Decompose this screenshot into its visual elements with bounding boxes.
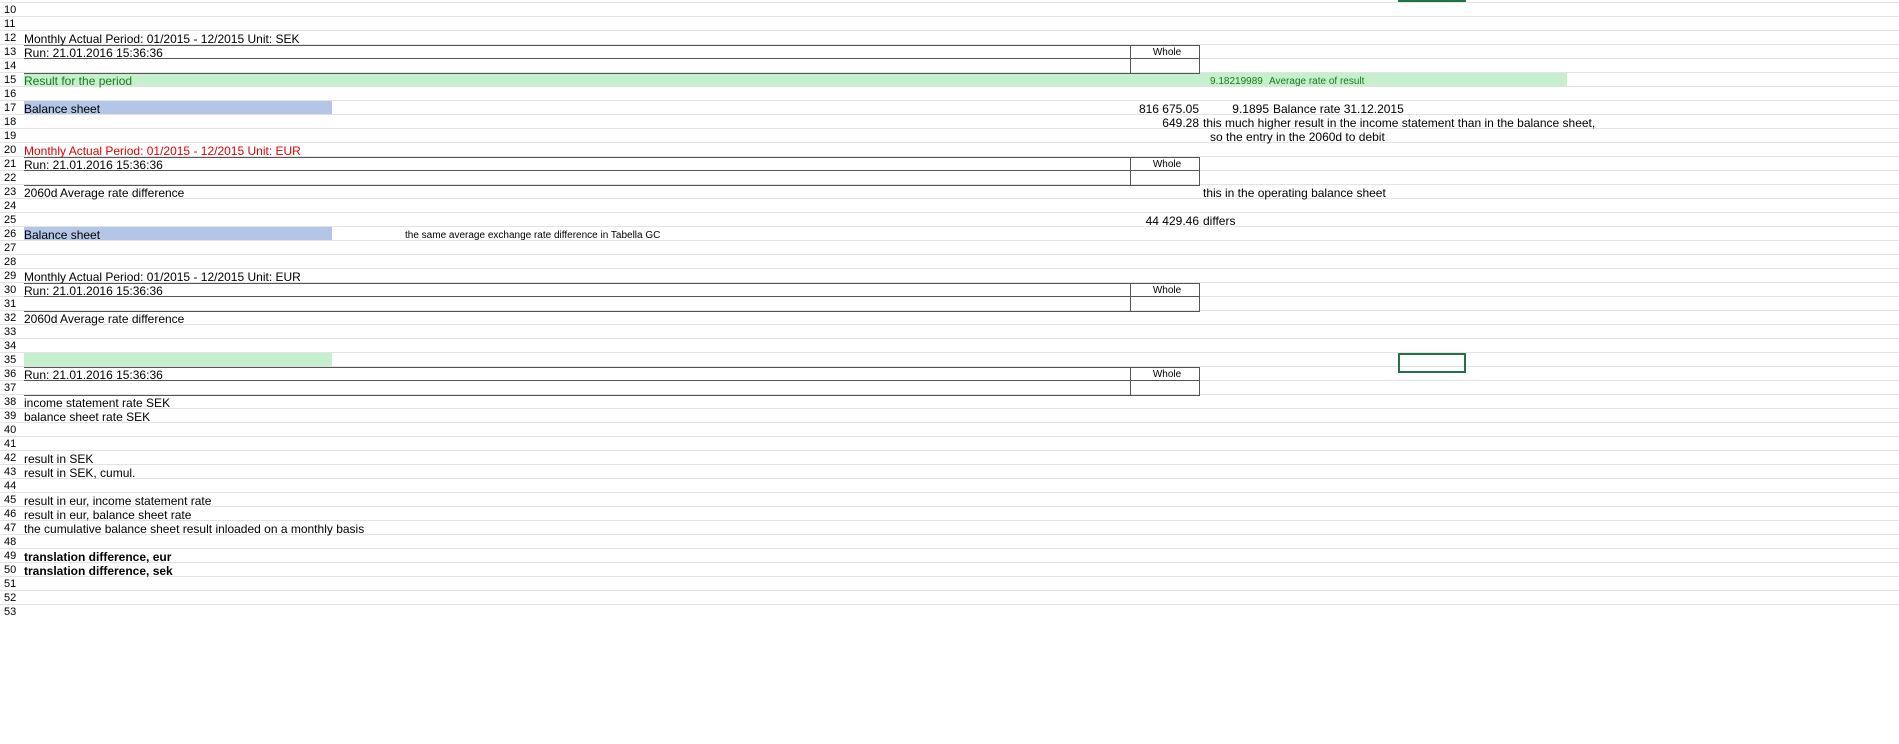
s2-header-bottom-line <box>24 185 1200 186</box>
average-rate-note: Average rate of result <box>1269 76 1365 87</box>
row-header[interactable]: 45 <box>4 494 17 506</box>
s4-row-label: income statement rate SEK <box>24 396 171 410</box>
r25-value: 44 429.46 <box>1145 214 1199 228</box>
row-header[interactable]: 11 <box>4 18 16 30</box>
s2-whole-year-left-line <box>1130 157 1131 185</box>
row-header[interactable]: 39 <box>4 410 17 422</box>
r18-note: this much higher result in the income statement than in the balance sheet, <box>1203 116 1596 130</box>
r25-note: differs <box>1203 214 1236 228</box>
section1-title: Monthly Actual Period: 01/2015 - 12/2015 Unit: SEK <box>24 32 300 46</box>
row-gridline <box>0 114 1899 115</box>
row-header[interactable]: 46 <box>4 508 17 520</box>
section1-run: Run: 21.01.2016 15:36:36 <box>24 46 163 60</box>
row-header[interactable]: 37 <box>4 382 17 394</box>
row-gridline <box>0 254 1899 255</box>
row-header[interactable]: 23 <box>4 186 17 198</box>
s3-whole-year-left-line <box>1130 283 1131 311</box>
section2-run: Run: 21.01.2016 15:36:36 <box>24 158 163 172</box>
row-gridline <box>0 576 1899 577</box>
row-gridline <box>0 198 1899 199</box>
s4-header-bottom-line <box>24 395 1200 396</box>
row-header[interactable]: 25 <box>4 214 17 226</box>
row-header[interactable]: 28 <box>4 256 17 268</box>
row-header[interactable]: 14 <box>4 60 17 72</box>
row35-highlight <box>24 353 332 367</box>
s2-whole-year-right-line <box>1199 157 1200 185</box>
row-gridline <box>0 590 1899 591</box>
s2-header-top-line <box>24 157 1200 158</box>
row-header[interactable]: 52 <box>4 592 17 604</box>
row-gridline <box>0 352 1899 353</box>
row-header[interactable]: 42 <box>4 452 17 464</box>
row-header[interactable]: 21 <box>4 158 17 170</box>
row-header[interactable]: 48 <box>4 536 17 548</box>
s1-header-bottom-line <box>24 73 1200 74</box>
row-header[interactable]: 30 <box>4 284 17 296</box>
s4-row-label: translation difference, eur <box>24 550 172 564</box>
s2-col-header: Whole <box>1152 159 1182 170</box>
r23-note: this in the operating balance sheet <box>1203 186 1386 200</box>
row-header[interactable]: 50 <box>4 564 17 576</box>
row-header[interactable]: 17 <box>4 102 17 114</box>
row-header[interactable]: 15 <box>4 74 17 86</box>
s3-header-mid-line <box>24 296 1200 297</box>
s3-col-header: Whole <box>1152 285 1182 296</box>
s3-header-bottom-line <box>24 311 1200 312</box>
row-header[interactable]: 36 <box>4 368 17 380</box>
row-header[interactable]: 38 <box>4 396 17 408</box>
row-header[interactable]: 53 <box>4 606 17 618</box>
row-header[interactable]: 18 <box>4 116 17 128</box>
row-gridline <box>0 562 1899 563</box>
row-gridline <box>0 478 1899 479</box>
result-for-period-label: Result for the period <box>24 74 133 88</box>
row-gridline <box>0 422 1899 423</box>
average-rate-value: 9.18219989 <box>1210 76 1263 87</box>
row-gridline <box>0 492 1899 493</box>
section2-title: Monthly Actual Period: 01/2015 - 12/2015 Unit: EUR <box>24 144 301 158</box>
section3-title: Monthly Actual Period: 01/2015 - 12/2015 Unit: EUR <box>24 270 301 284</box>
row-gridline <box>0 324 1899 325</box>
r19-note: so the entry in the 2060d to debit <box>1210 130 1385 144</box>
row-gridline <box>0 548 1899 549</box>
row-header[interactable]: 27 <box>4 242 17 254</box>
row-gridline <box>0 16 1899 17</box>
row-header[interactable]: 20 <box>4 144 17 156</box>
row-header[interactable]: 26 <box>4 228 17 240</box>
s4-row-label: the cumulative balance sheet result inloaded on a monthly basis <box>24 522 365 536</box>
s4-whole-year-right-line <box>1199 367 1200 395</box>
row-gridline <box>0 604 1899 605</box>
r17-note: Balance rate 31.12.2015 <box>1273 102 1404 116</box>
s1-col-header: Whole <box>1152 47 1182 58</box>
balance-sheet-label: Balance sheet <box>24 102 101 116</box>
row-gridline <box>0 212 1899 213</box>
row-gridline <box>0 464 1899 465</box>
row-header[interactable]: 10 <box>4 4 17 16</box>
row-gridline <box>0 2 1899 3</box>
row-header[interactable]: 47 <box>4 522 17 534</box>
row-header[interactable]: 24 <box>4 200 17 212</box>
s4-row-label: result in SEK, cumul. <box>24 466 136 480</box>
s2-header-mid-line <box>24 170 1200 171</box>
s3-whole-year-right-line <box>1199 283 1200 311</box>
s4-row-label: result in eur, balance sheet rate <box>24 508 192 522</box>
row-header[interactable]: 44 <box>4 480 17 492</box>
row-header[interactable]: 29 <box>4 270 17 282</box>
s1-header-top-line <box>24 45 1200 46</box>
s4-whole-year-left-line <box>1130 367 1131 395</box>
row-gridline <box>0 86 1899 87</box>
s1-whole-year-left-line <box>1130 45 1131 73</box>
s4-row-label: result in SEK <box>24 452 94 466</box>
row-gridline <box>0 226 1899 227</box>
row-header[interactable]: 31 <box>4 298 17 310</box>
r17-rate: 9.1895 <box>1232 102 1269 116</box>
row-gridline <box>0 436 1899 437</box>
row-header[interactable]: 13 <box>4 46 17 58</box>
row-gridline <box>0 408 1899 409</box>
row-header[interactable]: 41 <box>4 438 17 450</box>
row-header[interactable]: 12 <box>4 32 17 44</box>
s1-whole-year-right-line <box>1199 45 1200 73</box>
s4-header-mid-line <box>24 380 1200 381</box>
s3-row-label: 2060d Average rate difference <box>24 312 185 326</box>
section4-run: Run: 21.01.2016 15:36:36 <box>24 368 163 382</box>
s4-header-top-line <box>24 367 1200 368</box>
row-header[interactable]: 43 <box>4 466 17 478</box>
s1-header-mid-line <box>24 58 1200 59</box>
top-cell-selection <box>1398 0 1466 2</box>
row-gridline <box>0 506 1899 507</box>
s3-header-top-line <box>24 283 1200 284</box>
row-header[interactable]: 19 <box>4 130 17 142</box>
row-gridline <box>0 450 1899 451</box>
s4-col-header: Whole <box>1152 369 1182 380</box>
r26-note: the same average exchange rate difference in Tabella GC <box>405 230 661 241</box>
row-header[interactable]: 49 <box>4 550 17 562</box>
row-header[interactable]: 35 <box>4 354 17 366</box>
row-gridline <box>0 338 1899 339</box>
row-header[interactable]: 40 <box>4 424 17 436</box>
row-header[interactable]: 51 <box>4 578 17 590</box>
s4-row-label: result in eur, income statement rate <box>24 494 212 508</box>
row-header[interactable]: 22 <box>4 172 17 184</box>
row-header[interactable]: 33 <box>4 326 17 338</box>
r18-value: 649.28 <box>1162 116 1199 130</box>
row-header[interactable]: 34 <box>4 340 17 352</box>
row-gridline <box>0 100 1899 101</box>
row-gridline <box>0 240 1899 241</box>
balance-sheet-label-2: Balance sheet <box>24 228 101 242</box>
active-cell-selection[interactable] <box>1398 353 1466 373</box>
row-header[interactable]: 32 <box>4 312 17 324</box>
row-gridline <box>0 128 1899 129</box>
r17-value: 816 675.05 <box>1138 102 1199 116</box>
s4-row-label: balance sheet rate SEK <box>24 410 151 424</box>
row-header[interactable]: 16 <box>4 88 17 100</box>
s4-row-label: translation difference, sek <box>24 564 173 578</box>
section3-run: Run: 21.01.2016 15:36:36 <box>24 284 163 298</box>
s2-row-label: 2060d Average rate difference <box>24 186 185 200</box>
